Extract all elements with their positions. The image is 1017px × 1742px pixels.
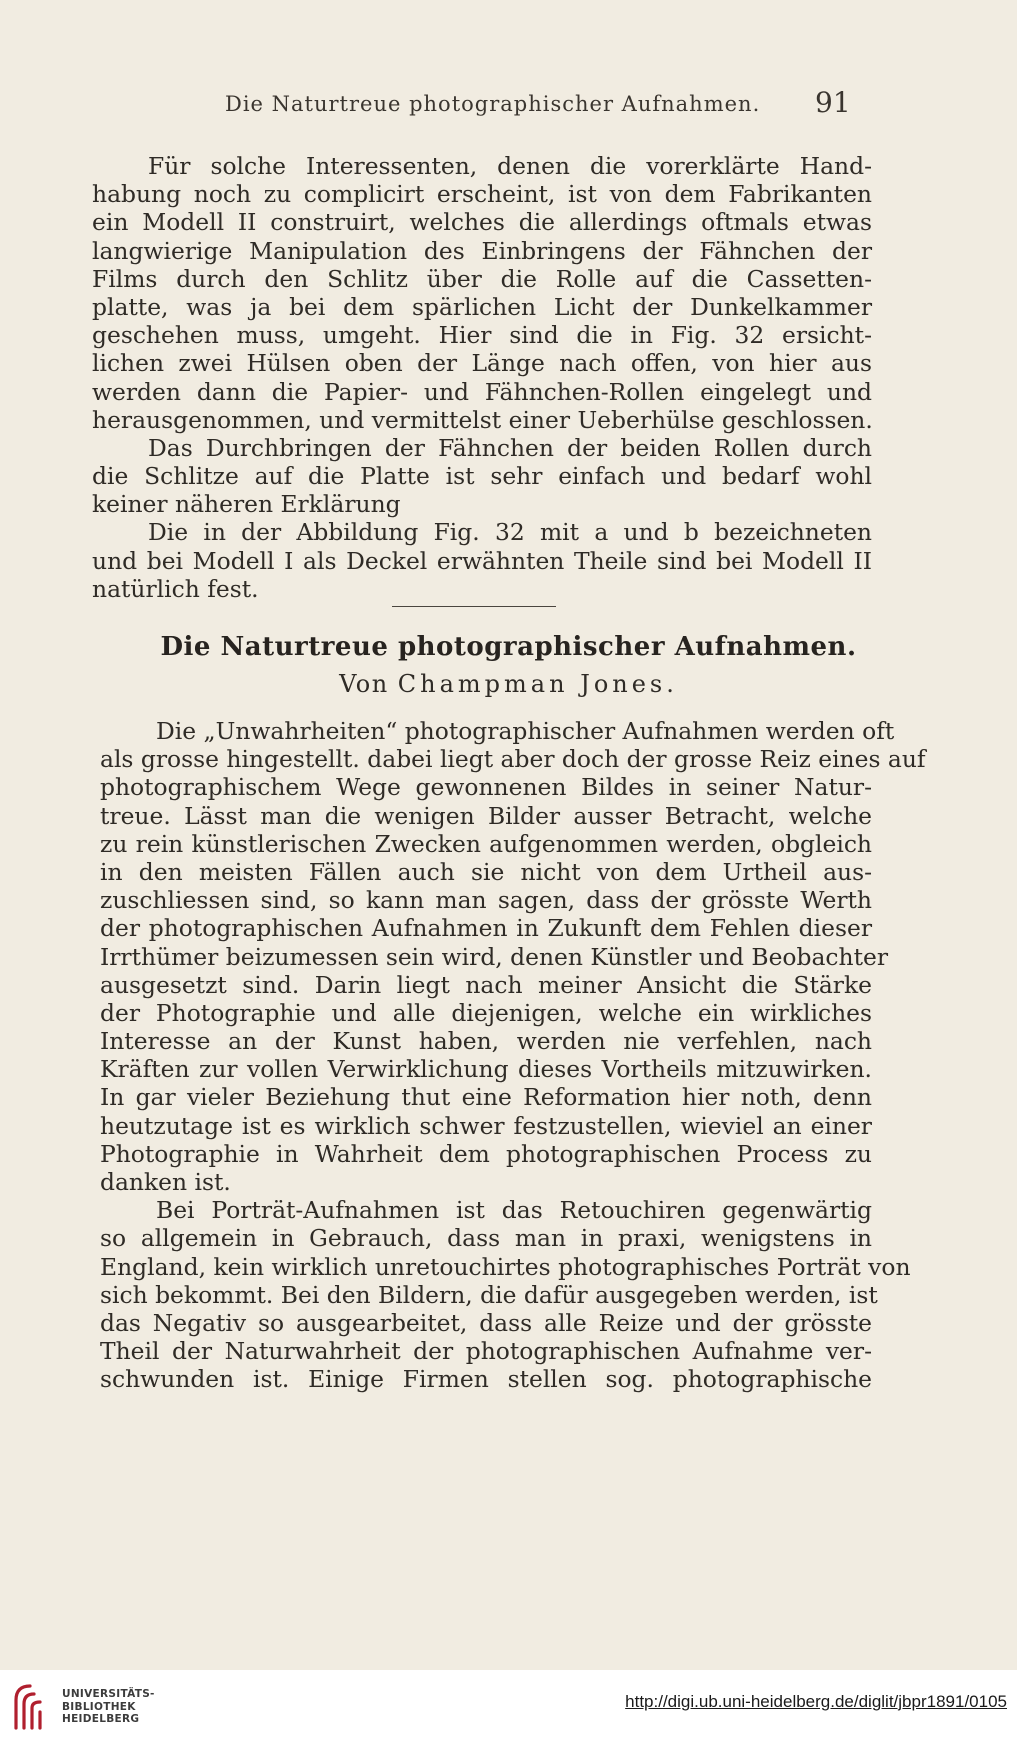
text-line: der photographischen Aufnahmen in Zukunft dem Fehlen dieser (100, 914, 872, 943)
text-line: platte, was ja bei dem spärlichen Licht der Dunkelkammer (92, 292, 872, 321)
footer-bar (0, 1670, 1017, 1742)
text-line: schwunden ist. Einige Firmen stellen sog. photographische (100, 1365, 872, 1394)
text-line: Kräften zur vollen Verwirklichung dieses Vortheils mitzuwirken. (100, 1055, 872, 1084)
text-line: natürlich fest. (92, 574, 259, 603)
text-line: in den meisten Fällen auch sie nicht von dem Urtheil aus- (100, 857, 872, 886)
section-divider (392, 606, 556, 607)
page-number: 91 (815, 86, 851, 119)
text-line: Bei Porträt-Aufnahmen ist das Retouchiren gegenwärtig (156, 1196, 872, 1225)
article-title: Die Naturtreue photographischer Aufnahmen. (160, 632, 857, 662)
text-line: Das Durchbringen der Fähnchen der beiden Rollen durch (148, 433, 872, 462)
text-line: photographischem Wege gewonnenen Bildes in seiner Natur- (100, 773, 872, 802)
article-body-text (100, 717, 926, 1394)
text-line: herausgenommen, und vermittelst einer Ueberhülse geschlossen. (92, 405, 873, 434)
text-line: Die „Unwahrheiten“ photographischer Aufnahmen werden oft (156, 717, 895, 745)
section-one-text (92, 152, 872, 603)
text-line: als grosse hingestellt. dabei liegt aber doch der grosse Reiz eines auf (100, 745, 926, 774)
source-url-link[interactable]: http://digi.ub.uni-heidelberg.de/diglit/jbpr1891/0105 (625, 1692, 1007, 1711)
author-prefix: Von (339, 670, 389, 698)
logo-line: HEIDELBERG (62, 1713, 140, 1725)
text-line: ein Modell II construirt, welches die allerdings oftmals etwas (92, 208, 872, 237)
text-line: Photographie in Wahrheit dem photographischen Process zu (100, 1139, 872, 1168)
running-head: Die Naturtreue photographischer Aufnahmen. (225, 92, 761, 116)
article-author (0, 670, 1017, 698)
text-line: Die in der Abbildung Fig. 32 mit a und b bezeichneten (148, 518, 872, 547)
text-line: England, kein wirklich unretouchirtes photographisches Porträt von (100, 1252, 911, 1281)
text-line: geschehen muss, umgeht. Hier sind die in Fig. 32 ersicht- (92, 321, 872, 350)
text-line: Für solche Interessenten, denen die vorerklärte Hand- (148, 152, 872, 180)
text-line: lichen zwei Hülsen oben der Länge nach offen, von hier aus (92, 349, 872, 378)
text-line: werden dann die Papier- und Fähnchen-Rollen eingelegt und (92, 377, 872, 406)
text-line: zuschliessen sind, so kann man sagen, dass der grösste Werth (100, 886, 872, 915)
text-line: langwierige Manipulation des Einbringens der Fähnchen der (92, 236, 872, 265)
text-line: danken ist. (100, 1168, 231, 1196)
text-line: die Schlitze auf die Platte ist sehr einfach und bedarf wohl (92, 462, 872, 491)
text-line: Films durch den Schlitz über die Rolle auf die Cassetten- (92, 264, 872, 293)
library-logo-text (62, 1688, 155, 1726)
logo-line: UNIVERSITÄTS- (62, 1688, 155, 1700)
text-line: habung noch zu complicirt erscheint, ist von dem Fabrikanten (92, 180, 872, 209)
text-line: treue. Lässt man die wenigen Bilder ausser Betracht, welche (100, 801, 872, 830)
text-line: keiner näheren Erklärung (92, 490, 401, 519)
text-line: In gar vieler Beziehung thut eine Reformation hier noth, denn (100, 1083, 872, 1112)
text-line: das Negativ so ausgearbeitet, dass alle Reize und der grösste (100, 1308, 872, 1337)
text-line: der Photographie und alle diejenigen, welche ein wirkliches (100, 998, 872, 1027)
library-logo-icon (10, 1680, 54, 1732)
text-line: Irrthümer beizumessen sein wird, denen Künstler und Beobachter (100, 942, 888, 971)
text-line: sich bekommt. Bei den Bildern, die dafür ausgegeben werden, ist (100, 1280, 878, 1309)
author-name: Champman Jones. (397, 670, 678, 698)
text-line: und bei Modell I als Deckel erwähnten Theile sind bei Modell II (92, 546, 872, 575)
logo-line: BIBLIOTHEK (62, 1700, 136, 1713)
text-line: zu rein künstlerischen Zwecken aufgenommen werden, obgleich (100, 829, 872, 858)
text-line: Interesse an der Kunst haben, werden nie verfehlen, nach (100, 1027, 872, 1056)
text-line: so allgemein in Gebrauch, dass man in praxi, wenigstens in (100, 1224, 872, 1253)
text-line: Theil der Naturwahrheit der photographischen Aufnahme ver- (100, 1337, 872, 1366)
text-line: heutzutage ist es wirklich schwer festzustellen, wieviel an einer (100, 1111, 872, 1140)
text-line: ausgesetzt sind. Darin liegt nach meiner Ansicht die Stärke (100, 970, 872, 999)
